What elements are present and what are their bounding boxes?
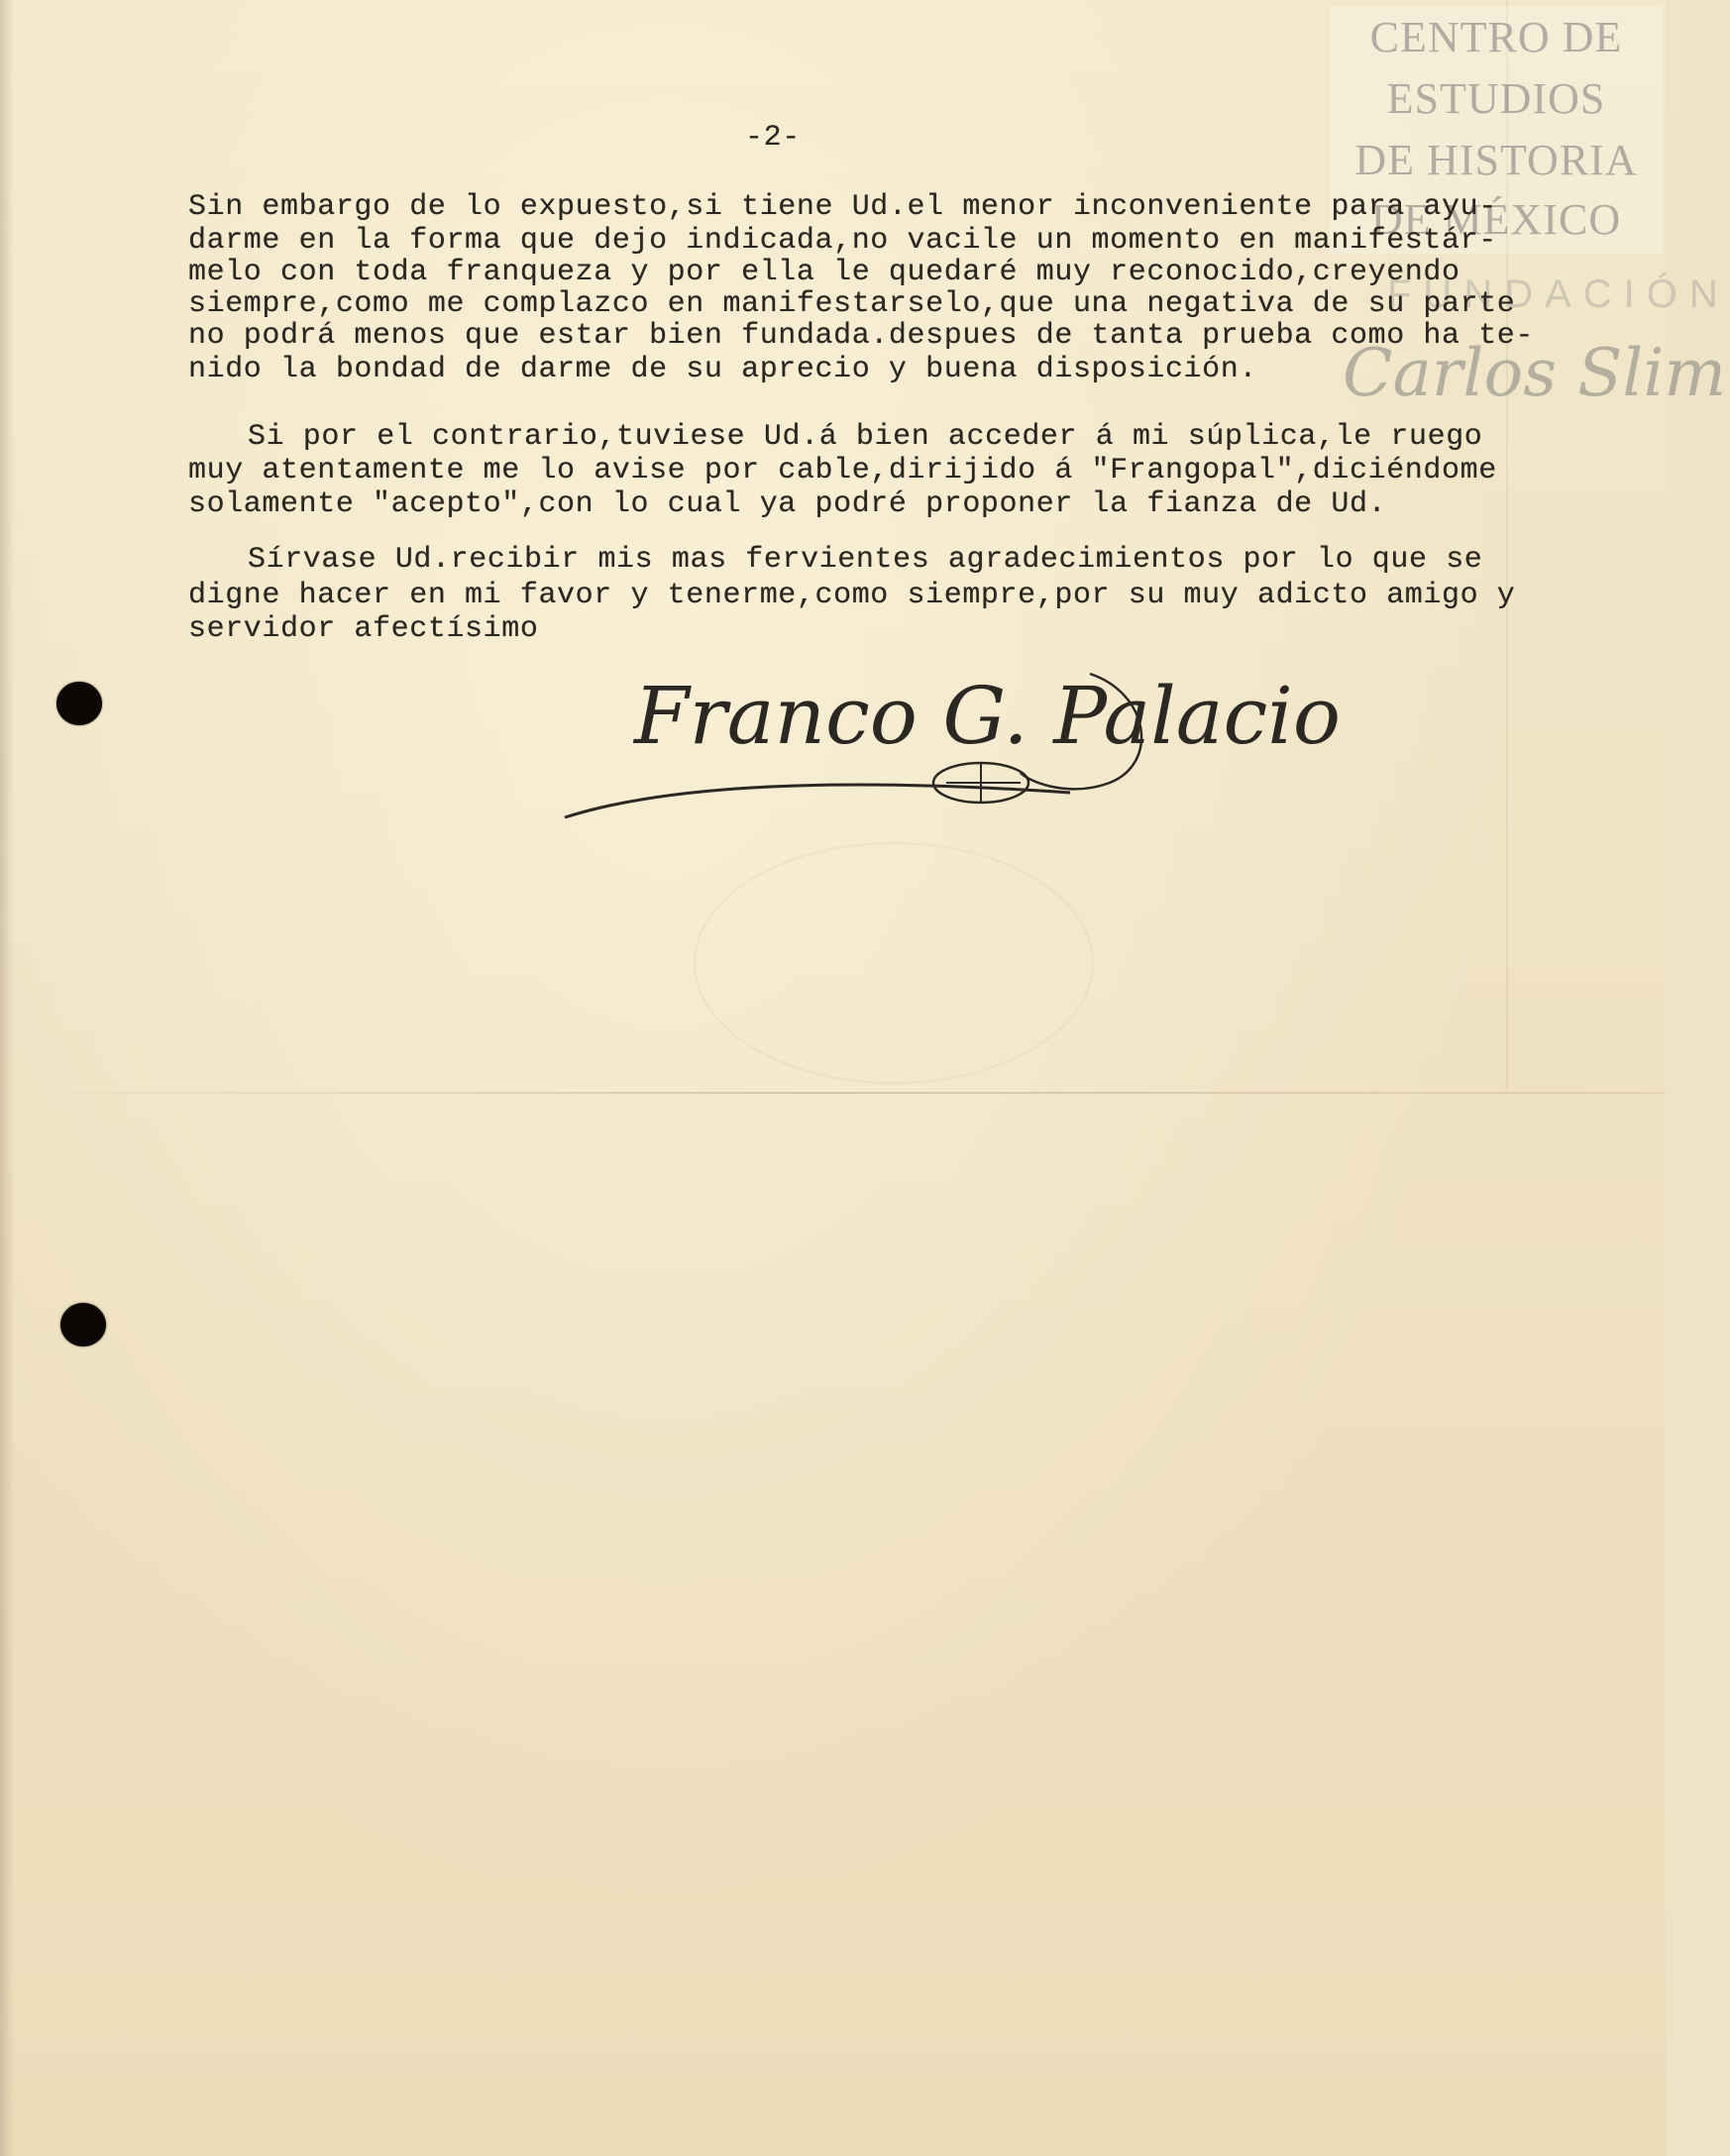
- watermark-foundation: FUNDACIÓN: [1387, 272, 1730, 316]
- signature-text: Franco G. Palacio: [634, 670, 1342, 762]
- horizontal-fold-line: [0, 1092, 1666, 1094]
- paragraph-1-line-5: no podrá menos que estar bien fundada.despues de tanta prueba como ha te-: [188, 319, 1535, 353]
- paragraph-3-line-1: Sírvase Ud.recibir mis mas fervientes agradecimientos por lo que se: [248, 543, 1483, 577]
- paragraph-1-line-2: darme en la forma que dejo indicada,no vacile un momento en manifestár-: [188, 224, 1497, 258]
- punch-hole-bottom: [60, 1303, 106, 1347]
- paragraph-1-line-6: nido la bondad de darme de su aprecio y buena disposición.: [188, 353, 1257, 386]
- paragraph-1-line-3: melo con toda franqueza y por ella le quedaré muy reconocido,creyendo: [188, 256, 1460, 289]
- paragraph-2-line-2: muy atentamente me lo avise por cable,dirijido á "Frangopal",diciéndome: [188, 454, 1497, 487]
- paragraph-2-line-3: solamente "acepto",con lo cual ya podré proponer la fianza de Ud.: [188, 487, 1387, 521]
- watermark-signature: Carlos Slim: [1343, 335, 1727, 411]
- handwritten-signature: [555, 634, 1342, 832]
- watermark-line-3: DE HISTORIA: [1354, 136, 1638, 184]
- watermark-line-1: CENTRO DE: [1369, 13, 1623, 61]
- watermark-line-2: ESTUDIOS: [1386, 74, 1606, 123]
- page-edge-shadow: [0, 0, 14, 2156]
- paragraph-1-line-4: siempre,como me complazco en manifestarselo,que una negativa de su parte: [188, 287, 1516, 321]
- signature-rubric-cross: [946, 763, 1021, 803]
- faint-seal-impression: [694, 842, 1094, 1084]
- paragraph-3-line-2: digne hacer en mi favor y tenerme,como siempre,por su muy adicto amigo y: [188, 579, 1516, 612]
- page-number: -2-: [745, 121, 801, 155]
- paragraph-1-line-1: Sin embargo de lo expuesto,si tiene Ud.el menor inconveniente para ayu-: [188, 190, 1497, 224]
- watermark-line-4: DE MÉXICO: [1370, 195, 1622, 244]
- paragraph-2-line-1: Si por el contrario,tuviese Ud.á bien acceder á mi súplica,le ruego: [248, 420, 1483, 454]
- punch-hole-top: [56, 682, 102, 725]
- paragraph-3-line-3: servidor afectísimo: [188, 612, 539, 646]
